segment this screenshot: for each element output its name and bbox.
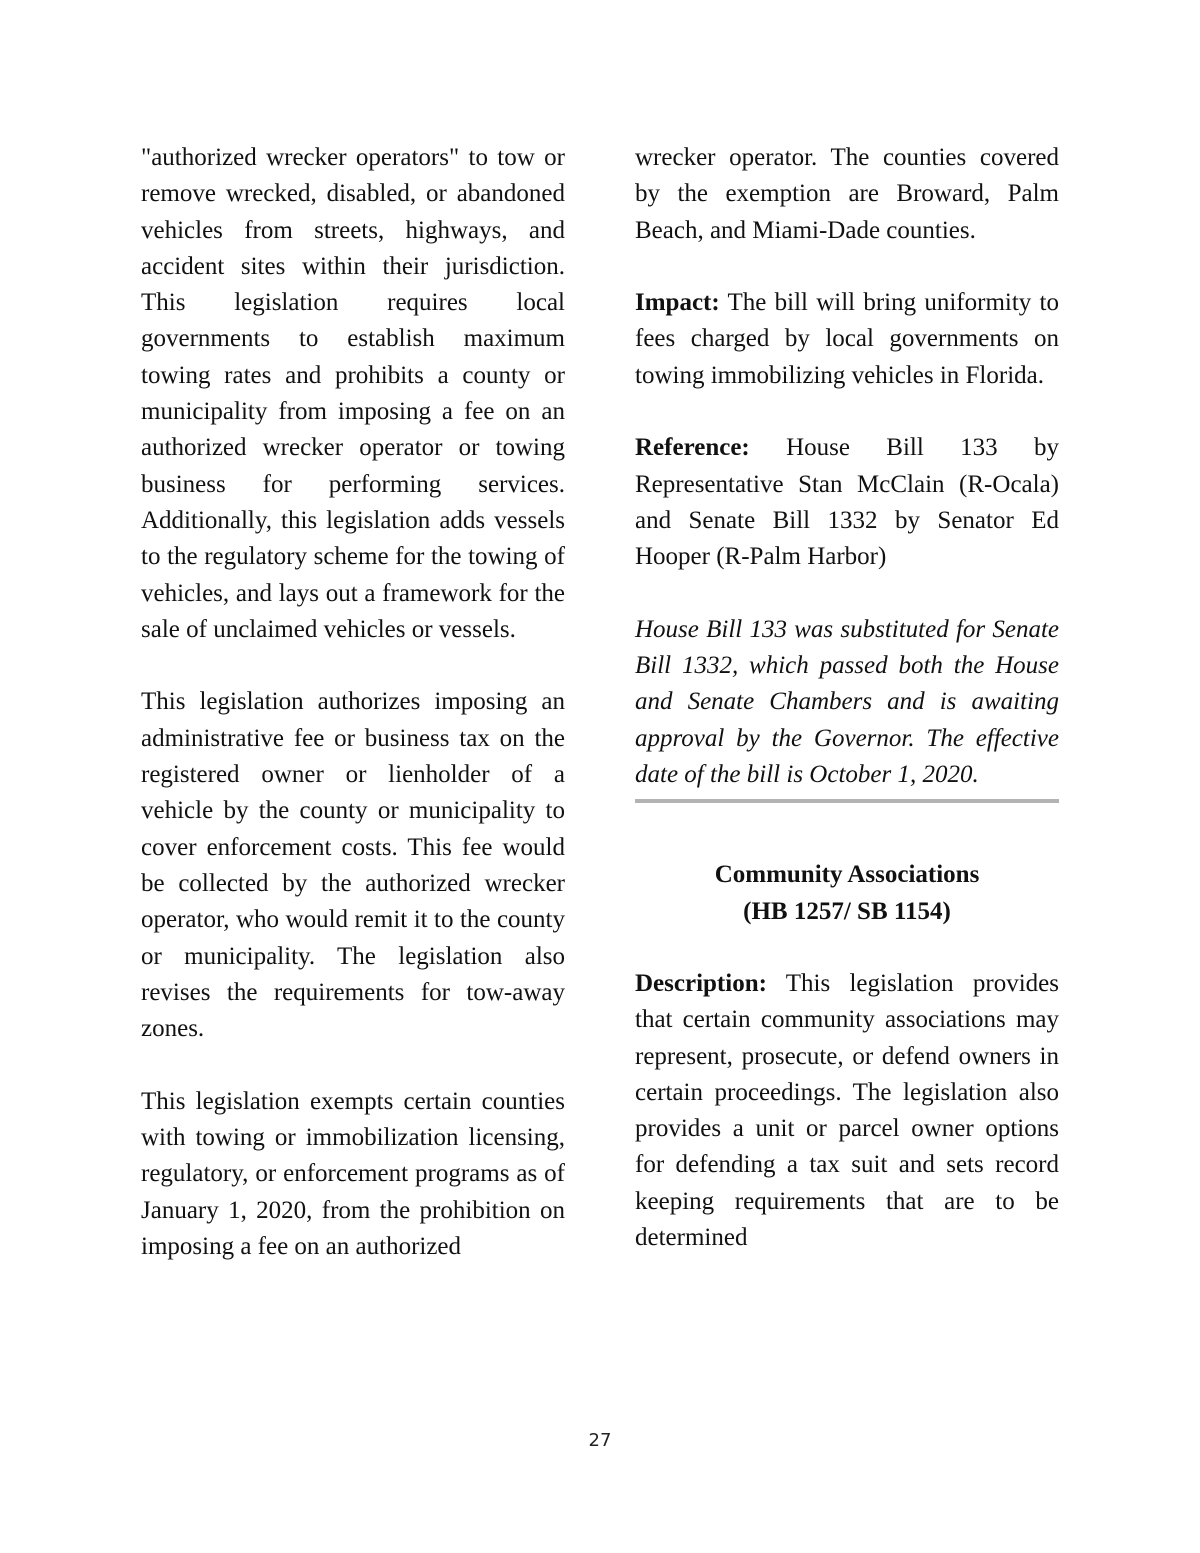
towing-paragraph-3: This legislation exempts certain counties with towing or immobilization licensing, regulatory, or enforcement programs as of January 1, 2020, from the prohibition on imposing a fee on an authorized xyxy=(141,1087,565,1260)
impact-label: Impact: xyxy=(635,289,720,317)
bill-status-note: House Bill 133 was substituted for Senate Bill 1332, which passed both the House and Senate Chambers and is awaiting approval by the Governor. The effective date of the bill is October 1, 2020. xyxy=(635,615,1059,789)
description-paragraph xyxy=(635,966,1059,1256)
section-title-line-2: (HB 1257/ SB 1154) xyxy=(743,897,951,925)
section-title xyxy=(635,857,1059,930)
section-divider xyxy=(635,799,1059,803)
right-column xyxy=(635,140,1059,1256)
towing-paragraph-2: This legislation authorizes imposing an administrative fee or business tax on the registered owner or lienholder of a vehicle by the county or municipality to cover enforcement costs. This fee would be collected by the authorized wrecker operator, who would remit it to the county or municipality. The legislation also revises the requirements for tow-away zones. xyxy=(141,688,565,1043)
left-column xyxy=(141,140,565,1265)
reference-paragraph xyxy=(635,430,1059,575)
reference-label: Reference: xyxy=(635,434,750,462)
impact-paragraph xyxy=(635,285,1059,394)
description-label: Description: xyxy=(635,969,767,997)
impact-text: The bill will bring uniformity to fees charged by local governments on towing immobilizing vehicles in Florida. xyxy=(635,289,1059,389)
section-title-line-1: Community Associations xyxy=(714,861,980,889)
reference-text: House Bill 133 by Representative Stan McClain (R-Ocala) and Senate Bill 1332 by Senator Ed Hooper (R-Palm Harbor) xyxy=(635,434,1059,571)
towing-paragraph-1: "authorized wrecker operators" to tow or remove wrecked, disabled, or abandoned vehicles from streets, highways, and accident sites within their jurisdiction. This legislation requires local governments to establish maximum towing rates and prohibits a county or municipality from imposing a fee on an authorized wrecker operator or towing business for performing services. Additionally, this legislation adds vessels to the regulatory scheme for the towing of vehicles, and lays out a framework for the sale of unclaimed vehicles or vessels. xyxy=(141,144,565,643)
towing-continuation: wrecker operator. The counties covered by the exemption are Broward, Palm Beach, and Miami-Dade counties. xyxy=(635,144,1059,244)
page-number: 27 xyxy=(588,1430,612,1451)
description-text: This legislation provides that certain community associations may represent, prosecute, or defend owners in certain proceedings. The legislation also provides a unit or parcel owner options for defending a tax suit and sets record keeping requirements that are to be determined xyxy=(635,969,1059,1252)
